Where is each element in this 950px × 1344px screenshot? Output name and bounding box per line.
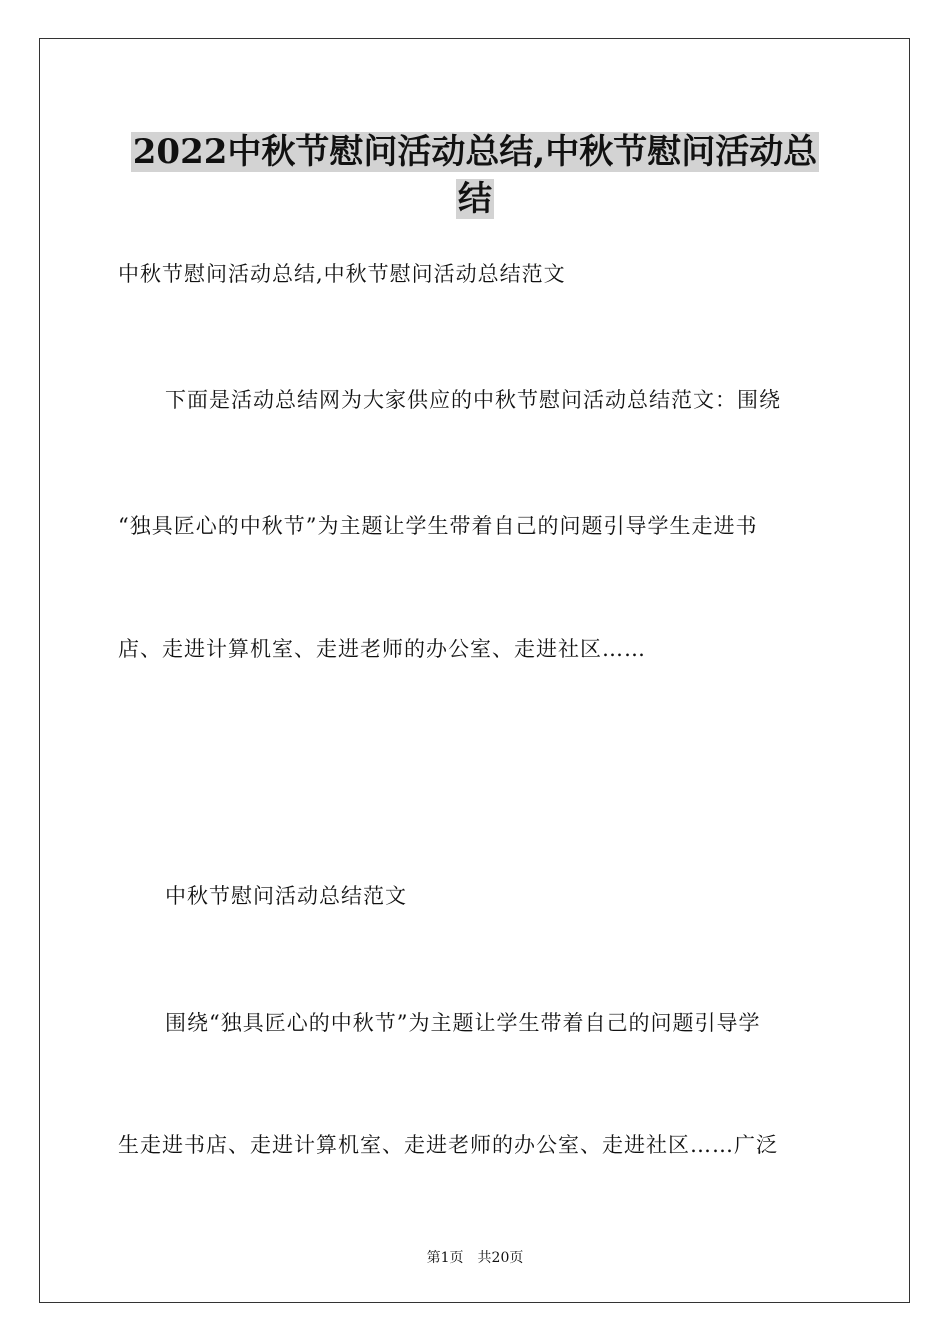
paragraph-1-line-2: “独具匠心的中秋节”为主题让学生带着自己的问题引导学生走进书 — [118, 514, 758, 538]
page-number-footer: 第1页 共20页 — [426, 1250, 524, 1266]
document-title-line-1 — [100, 128, 850, 176]
section-heading: 中秋节慰问活动总结范文 — [165, 884, 407, 908]
document-subtitle: 中秋节慰问活动总结,中秋节慰问活动总结范文 — [118, 262, 566, 286]
page-border — [39, 38, 910, 1303]
paragraph-2-line-1: 围绕“独具匠心的中秋节”为主题让学生带着自己的问题引导学 — [165, 1011, 761, 1035]
paragraph-1-line-3: 店、走进计算机室、走进老师的办公室、走进社区…… — [118, 637, 646, 661]
title-highlight: 结 — [458, 179, 492, 219]
document-title-line-2 — [100, 175, 850, 223]
paragraph-2-line-2: 生走进书店、走进计算机室、走进老师的办公室、走进社区……广泛 — [118, 1133, 778, 1157]
paragraph-1-line-1: 下面是活动总结网为大家供应的中秋节慰问活动总结范文：围绕 — [165, 388, 781, 412]
title-highlight: 2022中秋节慰问活动总结,中秋节慰问活动总 — [132, 132, 818, 172]
